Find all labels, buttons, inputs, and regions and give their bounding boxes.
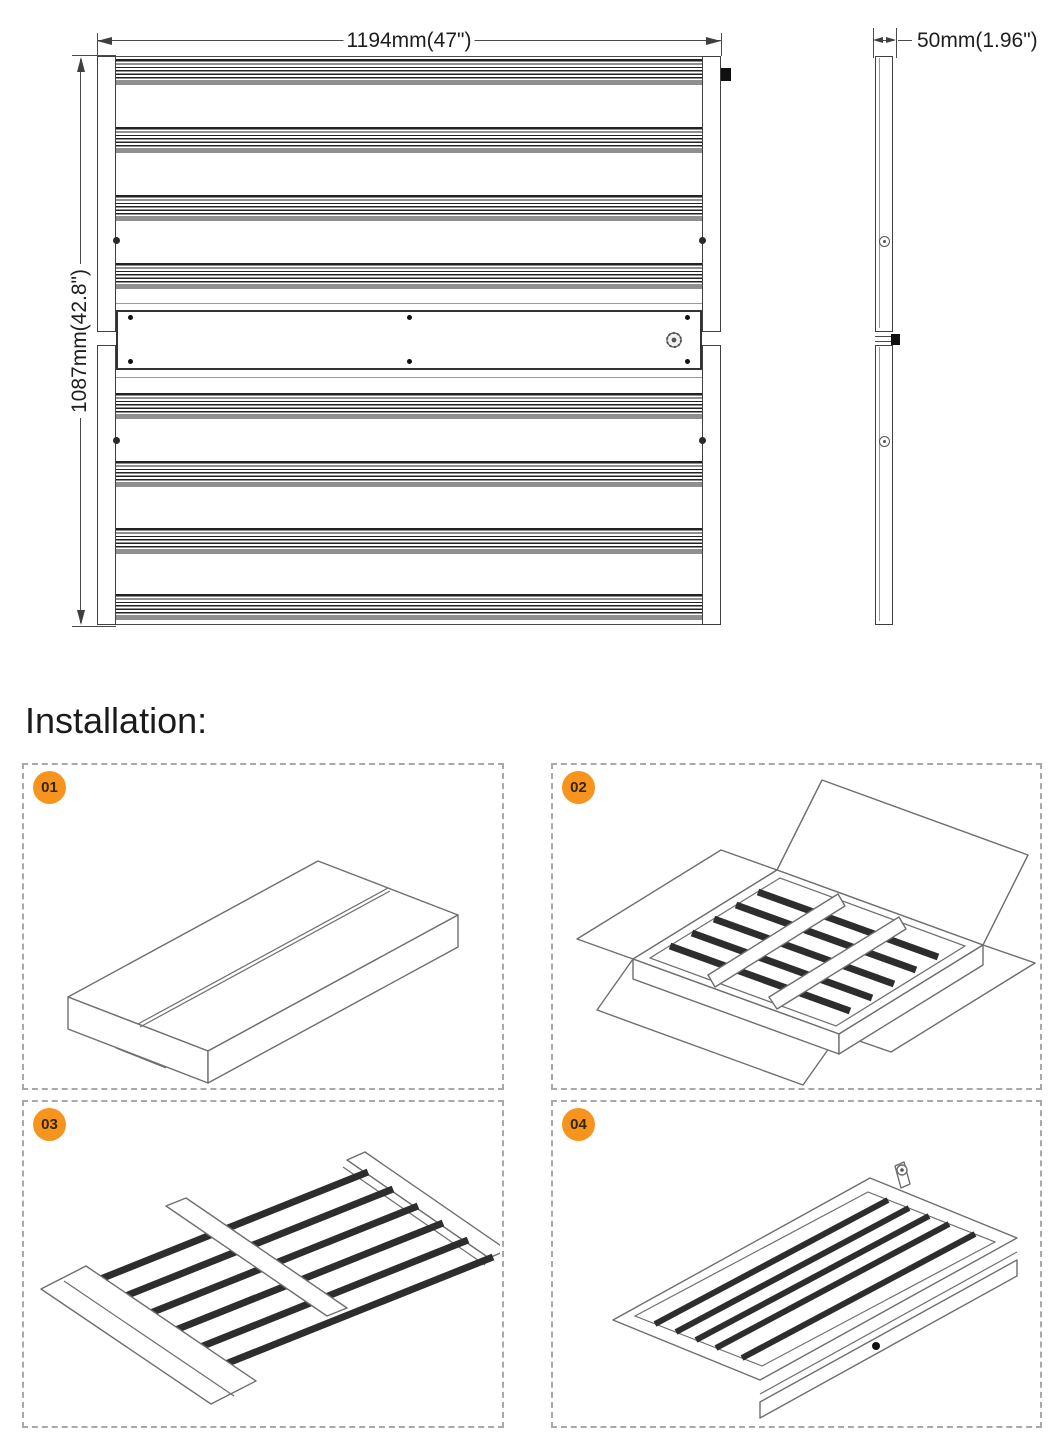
- side-profile-line: [879, 347, 880, 621]
- installation-step-02: [551, 763, 1042, 1090]
- bar-clip: [113, 437, 120, 444]
- unfolding-fixture-illustration: [26, 1104, 500, 1424]
- dimension-line: [473, 40, 721, 41]
- bar-clip: [113, 237, 120, 244]
- screw-dot: [128, 315, 133, 320]
- leader-line: [898, 40, 912, 41]
- led-bar: [116, 195, 702, 221]
- side-profile-line: [879, 58, 880, 328]
- arrowhead-right-icon: [706, 37, 721, 45]
- screw-dot: [407, 315, 412, 320]
- extension-line: [873, 28, 874, 58]
- screw-dot: [407, 359, 412, 364]
- screw-dot: [128, 359, 133, 364]
- led-bar: [116, 127, 702, 153]
- installation-step-01: [22, 763, 504, 1090]
- side-connector: [891, 334, 900, 345]
- height-dimension-label: 1087mm(42.8"): [68, 266, 92, 416]
- screw-dot: [685, 315, 690, 320]
- fixture-top-edge: [97, 56, 721, 57]
- dimension-line: [80, 59, 81, 264]
- extension-line: [896, 28, 897, 58]
- width-dimension-label: 1194mm(47"): [344, 29, 475, 53]
- dimension-line: [80, 418, 81, 623]
- arrowhead-down-icon: [77, 610, 85, 625]
- led-bar: [116, 594, 702, 620]
- fixture-bottom-edge: [97, 624, 721, 625]
- right-rail-lower: [702, 345, 721, 625]
- driver-channel: [116, 310, 702, 370]
- dimmer-knob-icon: [664, 330, 684, 350]
- side-bar-lower: [875, 345, 893, 625]
- technical-drawing: [0, 0, 1060, 660]
- bar-clip: [699, 437, 706, 444]
- arrowhead-left-icon: [97, 37, 112, 45]
- step-number-badge: 02: [562, 771, 595, 804]
- arrowhead-right-icon: [886, 37, 896, 43]
- screw-dot: [685, 359, 690, 364]
- hanging-hole-center: [883, 240, 886, 243]
- side-bar-upper: [875, 56, 893, 332]
- dimension-line: [97, 40, 345, 41]
- led-bar: [116, 59, 702, 85]
- power-connector: [721, 68, 731, 81]
- channel-edge: [116, 377, 702, 378]
- sealed-box-illustration: [26, 767, 500, 1086]
- depth-dimension-label: 50mm(1.96"): [914, 29, 1041, 53]
- step-number-badge: 01: [33, 771, 66, 804]
- led-bar: [116, 528, 702, 554]
- extension-line: [72, 626, 116, 627]
- led-bar: [116, 263, 702, 289]
- installation-step-04: [551, 1100, 1042, 1428]
- assembled-fixture-illustration: [555, 1104, 1038, 1424]
- installation-step-03: [22, 1100, 504, 1428]
- step-number-badge: 04: [562, 1108, 595, 1141]
- step-number-badge: 03: [33, 1108, 66, 1141]
- installation-heading: Installation:: [25, 700, 208, 741]
- left-rail-lower: [97, 345, 116, 625]
- extension-line: [721, 33, 722, 56]
- led-bar: [116, 393, 702, 419]
- arrowhead-up-icon: [77, 57, 85, 72]
- led-bar: [116, 461, 702, 487]
- arrowhead-left-icon: [873, 37, 883, 43]
- right-rail-upper: [702, 56, 721, 332]
- left-rail-upper: [97, 56, 116, 332]
- bar-clip: [699, 237, 706, 244]
- open-box-illustration: [555, 767, 1038, 1086]
- channel-edge: [116, 303, 702, 304]
- hanging-hole-center: [883, 440, 886, 443]
